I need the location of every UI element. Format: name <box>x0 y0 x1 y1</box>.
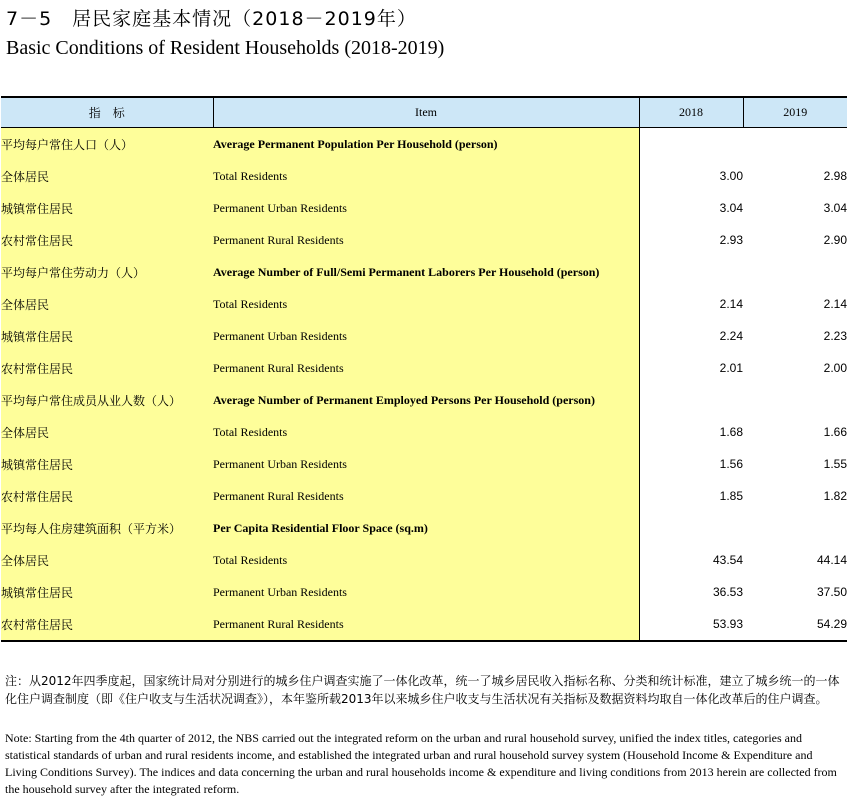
cell-item-en: Permanent Rural Residents <box>213 352 639 384</box>
cell-value-2018: 53.93 <box>639 608 743 641</box>
cell-value-2018 <box>639 512 743 544</box>
cell-indicator-zh: 全体居民 <box>1 288 213 320</box>
table-row <box>1 352 847 384</box>
cell-item-en: Total Residents <box>213 160 639 192</box>
cell-indicator-zh: 全体居民 <box>1 160 213 192</box>
cell-item-en: Permanent Urban Residents <box>213 448 639 480</box>
cell-indicator-zh: 城镇常住居民 <box>1 192 213 224</box>
table-row <box>1 448 847 480</box>
cell-value-2018: 3.04 <box>639 192 743 224</box>
cell-value-2019: 1.82 <box>823 489 847 503</box>
cell-value-2018 <box>639 384 743 416</box>
cell-value-2018: 2.01 <box>639 352 743 384</box>
cell-value-2019 <box>743 128 847 161</box>
cell-value-2019: 54.29 <box>816 617 847 631</box>
cell-value-2019 <box>743 512 847 544</box>
cell-item-en: Total Residents <box>213 544 639 576</box>
cell-value-2019: 2.23 <box>823 329 847 343</box>
table-row <box>1 288 847 320</box>
cell-value-2019: 44.14 <box>816 553 847 567</box>
table-row <box>1 608 847 641</box>
cell-indicator-zh: 农村常住居民 <box>1 480 213 512</box>
table-row <box>1 192 847 224</box>
cell-value-2018: 1.68 <box>639 416 743 448</box>
table-row <box>1 544 847 576</box>
household-conditions-table <box>1 96 847 642</box>
cell-value-2018: 43.54 <box>639 544 743 576</box>
cell-item-en: Permanent Urban Residents <box>213 576 639 608</box>
cell-value-2018: 2.93 <box>639 224 743 256</box>
note-english: Note: Starting from the 4th quarter of 2012, the NBS carried out the integrated reform on the urban and rural household survey, unified the index titles, categories and statistical standards of urban and rural residents income, and established the integrated urban and rural household survey system (Household Income & Expenditure and Living Conditions Survey). The indices and data concerning the urban and rural households income & expenditure and living conditions from 2013 herein are collected from the household survey after the integrated reform. <box>5 731 837 796</box>
cell-indicator-zh: 平均每人住房建筑面积（平方米） <box>1 512 213 544</box>
cell-value-2019: 1.66 <box>823 425 847 439</box>
cell-indicator-zh: 平均每户常住劳动力（人） <box>1 256 213 288</box>
table-body <box>1 128 847 642</box>
cell-item-en: Total Residents <box>213 416 639 448</box>
cell-value-2018: 2.14 <box>639 288 743 320</box>
table-row <box>1 160 847 192</box>
header-2019: 2019 <box>743 97 847 128</box>
table-row-indicator-group <box>1 256 847 288</box>
table-title-english: Basic Conditions of Resident Households (2018-2019) <box>6 37 445 59</box>
table-row-indicator-group <box>1 512 847 544</box>
table-row <box>1 416 847 448</box>
cell-indicator-zh: 城镇常住居民 <box>1 576 213 608</box>
cell-value-2018 <box>639 256 743 288</box>
cell-indicator-zh: 全体居民 <box>1 544 213 576</box>
cell-indicator-zh: 全体居民 <box>1 416 213 448</box>
table-row-indicator-group <box>1 128 847 161</box>
cell-item-en: Total Residents <box>213 288 639 320</box>
table-row <box>1 480 847 512</box>
cell-value-2018 <box>639 128 743 161</box>
cell-item-en: Per Capita Residential Floor Space (sq.m) <box>213 512 639 544</box>
cell-indicator-zh: 农村常住居民 <box>1 608 213 641</box>
cell-value-2019 <box>743 256 847 288</box>
cell-value-2018: 3.00 <box>639 160 743 192</box>
cell-value-2018: 1.56 <box>639 448 743 480</box>
cell-indicator-zh: 城镇常住居民 <box>1 320 213 352</box>
note-chinese: 注：从2012年四季度起，国家统计局对分别进行的城乡住户调查实施了一体化改革，统一了城乡居民收入指标名称、分类和统计标准，建立了城乡统一的一体化住户调查制度（即《住户收支与生活状况调查》），本年鉴所载2013年以来城乡住户收支与生活状况有关指标及数据资料均取自一体化改革后的住户调查。 <box>5 674 840 706</box>
cell-value-2018: 1.85 <box>639 480 743 512</box>
cell-item-en: Average Permanent Population Per Household (person) <box>213 128 639 161</box>
cell-indicator-zh: 平均每户常住成员从业人数（人） <box>1 384 213 416</box>
table-row <box>1 320 847 352</box>
cell-indicator-zh: 农村常住居民 <box>1 352 213 384</box>
cell-value-2019: 2.90 <box>823 233 847 247</box>
cell-value-2019: 37.50 <box>816 585 847 599</box>
cell-indicator-zh: 平均每户常住人口（人） <box>1 128 213 161</box>
table-row <box>1 576 847 608</box>
header-2018: 2018 <box>639 97 743 128</box>
cell-item-en: Permanent Rural Residents <box>213 480 639 512</box>
cell-indicator-zh: 农村常住居民 <box>1 224 213 256</box>
header-indicator: 指 标 <box>1 97 213 128</box>
cell-value-2018: 36.53 <box>639 576 743 608</box>
cell-value-2019: 2.14 <box>823 297 847 311</box>
table-title-chinese: 7－5 居民家庭基本情况（2018－2019年） <box>6 8 417 30</box>
table-header-row <box>1 97 847 128</box>
cell-value-2019: 2.98 <box>823 169 847 183</box>
cell-item-en: Permanent Urban Residents <box>213 192 639 224</box>
cell-item-en: Permanent Rural Residents <box>213 224 639 256</box>
cell-value-2019: 3.04 <box>823 201 847 215</box>
cell-item-en: Average Number of Permanent Employed Persons Per Household (person) <box>213 384 639 416</box>
cell-item-en: Permanent Rural Residents <box>213 608 639 641</box>
table-row-indicator-group <box>1 384 847 416</box>
cell-item-en: Average Number of Full/Semi Permanent Laborers Per Household (person) <box>213 256 639 288</box>
header-item: Item <box>213 97 639 128</box>
cell-value-2019: 2.00 <box>823 361 847 375</box>
cell-value-2018: 2.24 <box>639 320 743 352</box>
cell-value-2019: 1.55 <box>823 457 847 471</box>
table-row <box>1 224 847 256</box>
cell-indicator-zh: 城镇常住居民 <box>1 448 213 480</box>
cell-item-en: Permanent Urban Residents <box>213 320 639 352</box>
cell-value-2019 <box>743 384 847 416</box>
